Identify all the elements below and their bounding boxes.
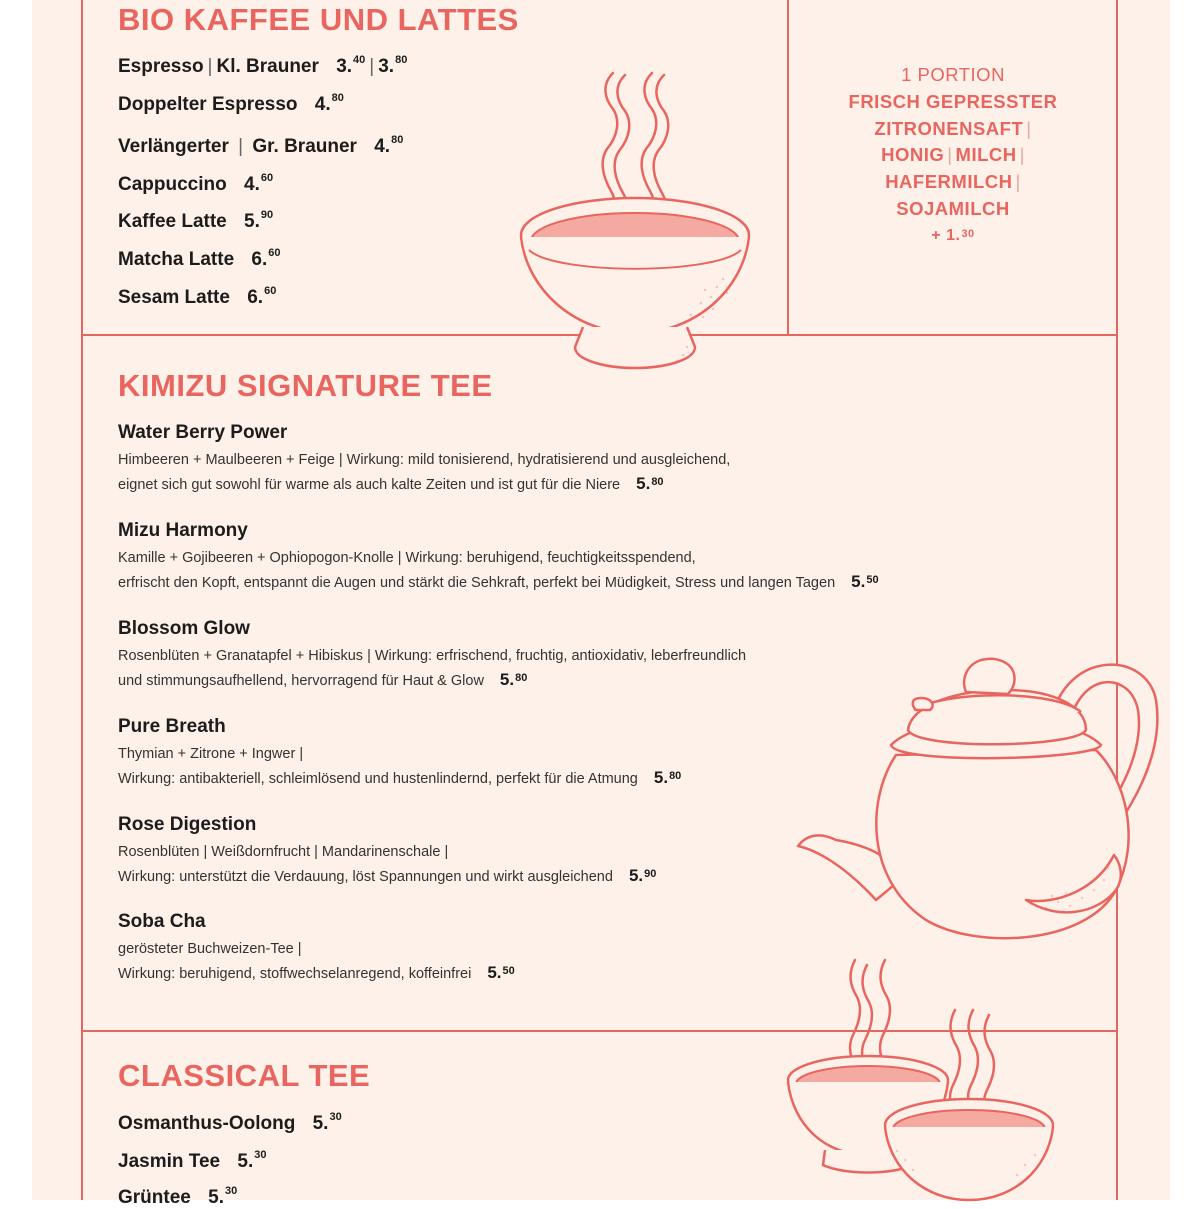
extras-price: + 1.30 bbox=[931, 226, 975, 244]
menu-item bbox=[118, 174, 273, 196]
extras-portion: 1 PORTION bbox=[901, 64, 1005, 85]
item-price: 5.30 bbox=[312, 1111, 342, 1134]
coffee-section-title: BIO KAFFEE UND LATTES bbox=[118, 2, 519, 37]
item-price: 4.80 bbox=[314, 92, 344, 115]
menu-item bbox=[118, 211, 273, 233]
item-price: 5.30 bbox=[208, 1185, 238, 1208]
menu-item bbox=[118, 94, 344, 116]
menu-item bbox=[118, 1151, 266, 1173]
item-name: Espresso bbox=[118, 56, 204, 77]
item-price: 4.80 bbox=[374, 134, 404, 157]
tea-item bbox=[118, 422, 978, 497]
tea-price: 5.90 bbox=[628, 866, 657, 885]
menu-item bbox=[118, 249, 281, 271]
extras-line: SOJAMILCH bbox=[896, 197, 1010, 219]
item-name: Verlängerter bbox=[118, 136, 229, 157]
tea-price: 5.80 bbox=[653, 768, 682, 787]
tea-name: Water Berry Power bbox=[118, 422, 288, 443]
item-name-2: Kl. Brauner bbox=[216, 56, 319, 77]
item-name: Jasmin Tee bbox=[118, 1151, 221, 1172]
tea-description: gerösteter Buchweizen-Tee | Wirkung: beruhigend, stoffwechselanregend, koffeinfrei 5.50 bbox=[118, 941, 515, 982]
menu-item: Verlängerter | Gr. Brauner 4.80 bbox=[118, 134, 404, 157]
item-name-2: Gr. Brauner bbox=[252, 136, 357, 157]
tea-description: Thymian + Zitrone + Ingwer | Wirkung: antibakteriell, schleimlösend und hustenlindernd, perfekt für die Atmung 5.80 bbox=[118, 746, 682, 787]
signature-section-title: KIMIZU SIGNATURE TEE bbox=[118, 368, 493, 403]
menu-item bbox=[118, 1113, 342, 1135]
frame-left bbox=[81, 0, 83, 1200]
two-teacups-icon bbox=[785, 955, 1060, 1200]
tea-description: Rosenblüten | Weißdornfrucht | Mandarinenschale | Wirkung: unterstützt die Verdauung, löst Spannungen und wirkt ausgleichend 5.90 bbox=[118, 844, 657, 885]
tea-price: 5.80 bbox=[636, 474, 664, 493]
item-price: 5.30 bbox=[237, 1149, 267, 1172]
item-name: Kaffee Latte bbox=[118, 211, 227, 232]
menu-item bbox=[118, 287, 276, 309]
extras-line: ZITRONENSAFT | bbox=[874, 117, 1032, 139]
classical-section-title: CLASSICAL TEE bbox=[118, 1058, 371, 1093]
item-price: 6.60 bbox=[247, 285, 277, 308]
item-price: 3.40 bbox=[336, 54, 366, 77]
menu-item: Espresso | Kl. Brauner 3.40 | 3.80 bbox=[118, 54, 408, 77]
tea-description: Rosenblüten + Granatapfel + Hibiskus | Wirkung: erfrischend, fruchtig, antioxidativ, leberfreundlich und stimmungsaufhellend, hervorragend für Haut & Glow 5.80 bbox=[118, 648, 747, 689]
item-price: 6.60 bbox=[251, 247, 281, 270]
tea-name: Soba Cha bbox=[118, 911, 206, 932]
tea-price: 5.50 bbox=[487, 963, 515, 982]
item-name: Sesam Latte bbox=[118, 287, 230, 308]
menu-item bbox=[118, 1187, 237, 1209]
steaming-bowl-icon bbox=[515, 65, 755, 375]
item-price: 5.90 bbox=[244, 209, 274, 232]
tea-name: Mizu Harmony bbox=[118, 520, 248, 541]
extras-line: FRISCH GEPRESSTER bbox=[848, 90, 1058, 112]
tea-item bbox=[118, 520, 978, 595]
extras-line: HONIG | MILCH | bbox=[881, 144, 1025, 166]
item-name: Osmanthus-Oolong bbox=[118, 1113, 296, 1134]
tea-description: Himbeeren + Maulbeeren + Feige | Wirkung: mild tonisierend, hydratisierend und ausgleichend, eignet sich gut sowohl für warme als auch kalte Zeiten und ist gut für die Niere 5.80 bbox=[118, 452, 731, 493]
tea-name: Blossom Glow bbox=[118, 618, 250, 639]
tea-price: 5.80 bbox=[499, 670, 528, 689]
extras-panel bbox=[789, 62, 1117, 250]
item-price: 4.60 bbox=[244, 172, 274, 195]
item-name: Grüntee bbox=[118, 1187, 191, 1208]
tea-price: 5.50 bbox=[851, 572, 879, 591]
teapot-icon bbox=[796, 650, 1166, 950]
item-price-2: 3.80 bbox=[378, 54, 408, 77]
item-name: Doppelter Espresso bbox=[118, 94, 298, 115]
item-name: Matcha Latte bbox=[118, 249, 235, 270]
tea-name: Pure Breath bbox=[118, 716, 226, 737]
item-name: Cappuccino bbox=[118, 174, 227, 195]
tea-name: Rose Digestion bbox=[118, 814, 257, 835]
tea-description: Kamille + Gojibeeren + Ophiopogon-Knolle | Wirkung: beruhigend, feuchtigkeitsspendend, erfrischt den Kopft, entspannt die Augen und stärkt die Sehkraft, perfekt bei Müdigkeit, Stress und langen Tagen 5.50 bbox=[118, 550, 879, 591]
extras-line: HAFERMILCH | bbox=[885, 171, 1021, 193]
